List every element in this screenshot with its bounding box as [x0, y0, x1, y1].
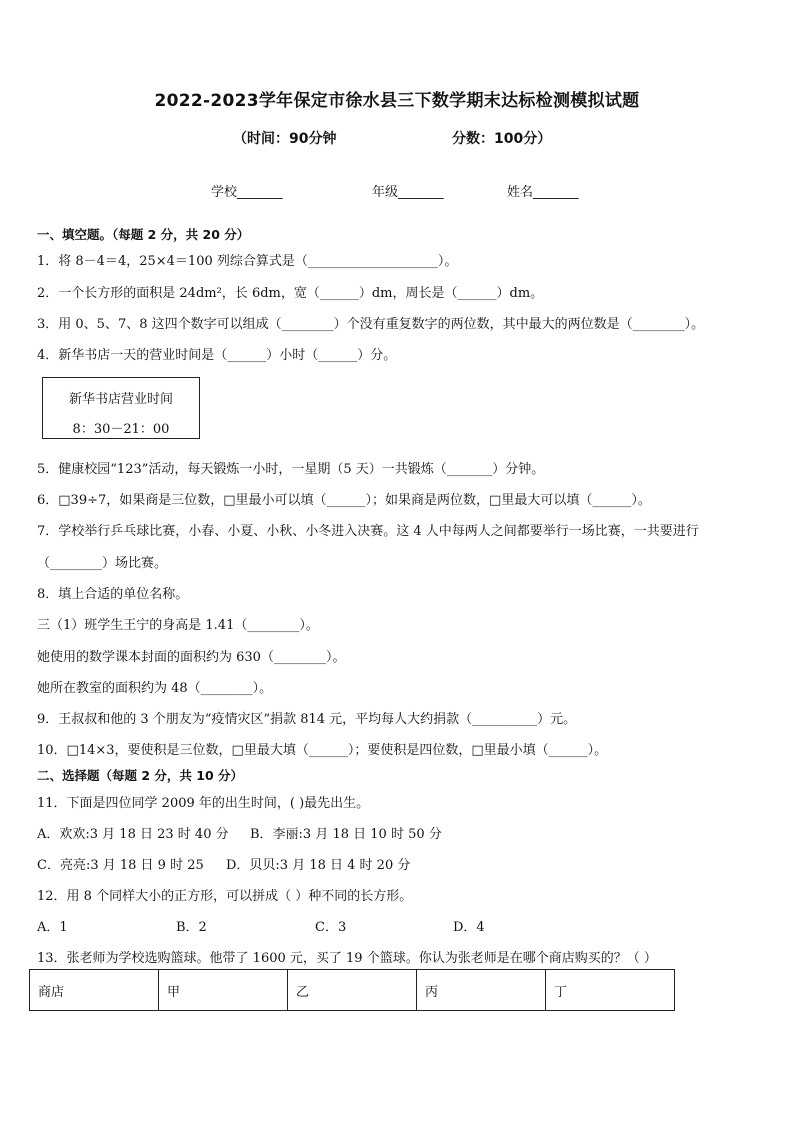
question-8: 8．填上合适的单位名称。: [37, 587, 189, 602]
question-7-line-2: （________）场比赛。: [37, 556, 168, 571]
question-10: 10．□14×3，要使积是三位数，□里最大填（______）；要使积是四位数，□里最小填（______）。: [37, 743, 608, 758]
business-hours-box: [42, 377, 200, 439]
question-4: 4．新华书店一天的营业时间是（______）小时（______）分。: [37, 348, 397, 363]
question-12-option-a: A．1: [37, 920, 68, 935]
section-2-heading: 二、选择题（每题 2 分，共 10 分）: [37, 768, 244, 783]
shop-table: [29, 969, 675, 1011]
question-13: 13．张老师为学校选购篮球。他带了 1600 元，买了 19 个篮球。你认为张老师是在哪个商店购买的？（ ）: [37, 951, 657, 966]
table-row: [30, 970, 675, 1011]
table-cell: 甲: [159, 970, 288, 1011]
exam-score: 分数：100分）: [452, 131, 552, 147]
table-cell: 商店: [30, 970, 159, 1011]
question-7-line-1: 7．学校举行乒乓球比赛，小春、小夏、小秋、小冬进入决赛。这 4 人中每两人之间都要举行一场比赛，一共要进行: [37, 524, 699, 539]
name-field[interactable]: 姓名_______: [507, 185, 579, 200]
exam-time: （时间：90分钟: [233, 131, 337, 147]
question-6: 6．□39÷7，如果商是三位数，□里最小可以填（______）；如果商是两位数，□里最大可以填（______）。: [37, 493, 651, 508]
business-hours-title: 新华书店营业时间: [68, 392, 173, 407]
question-11: 11．下面是四位同学 2009 年的出生时间，( )最先出生。: [37, 796, 370, 811]
question-8b: 她使用的数学课本封面的面积约为 630（________）。: [37, 650, 346, 665]
table-cell: 丁: [546, 970, 675, 1011]
question-8c: 她所在教室的面积约为 48（________）。: [37, 681, 273, 696]
table-cell: 丙: [417, 970, 546, 1011]
question-11-option-b: B．李丽:3 月 18 日 10 时 50 分: [250, 827, 442, 842]
question-11-option-c: C．亮亮:3 月 18 日 9 时 25: [37, 858, 204, 873]
question-9: 9．王叔叔和他的 3 个朋友为“疫情灾区”捐款 814 元，平均每人大约捐款（__________）元。: [37, 712, 577, 727]
question-2: 2．一个长方形的面积是 24dm²，长 6dm，宽（______）dm，周长是（______）dm。: [37, 286, 544, 301]
grade-field[interactable]: 年级_______: [372, 185, 444, 200]
question-12-option-c: C．3: [315, 920, 347, 935]
question-11-option-d: D．贝贝:3 月 18 日 4 时 20 分: [226, 858, 411, 873]
table-cell: 乙: [288, 970, 417, 1011]
page-title: 2022-2023学年保定市徐水县三下数学期末达标检测模拟试题: [154, 91, 640, 111]
school-field[interactable]: 学校_______: [211, 185, 283, 200]
business-hours-time: 8：30－21：00: [72, 422, 170, 437]
question-5: 5．健康校园“123”活动，每天锻炼一小时，一星期（5 天）一共锻炼（_______）分钟。: [37, 462, 545, 477]
question-1: 1．将 8－4＝4，25×4＝100 列综合算式是（____________________）。: [37, 254, 458, 269]
question-3: 3．用 0、5、7、8 这四个数字可以组成（________）个没有重复数字的两位数，其中最大的两位数是（________）。: [37, 317, 705, 332]
question-8a: 三（1）班学生王宁的身高是 1.41（________）。: [37, 618, 319, 633]
section-1-heading: 一、填空题。（每题 2 分，共 20 分）: [37, 227, 250, 242]
question-12-option-b: B．2: [176, 920, 207, 935]
question-11-option-a: A．欢欢:3 月 18 日 23 时 40 分: [37, 827, 229, 842]
question-12-option-d: D．4: [453, 920, 485, 935]
question-12: 12．用 8 个同样大小的正方形，可以拼成（ ）种不同的长方形。: [37, 889, 413, 904]
